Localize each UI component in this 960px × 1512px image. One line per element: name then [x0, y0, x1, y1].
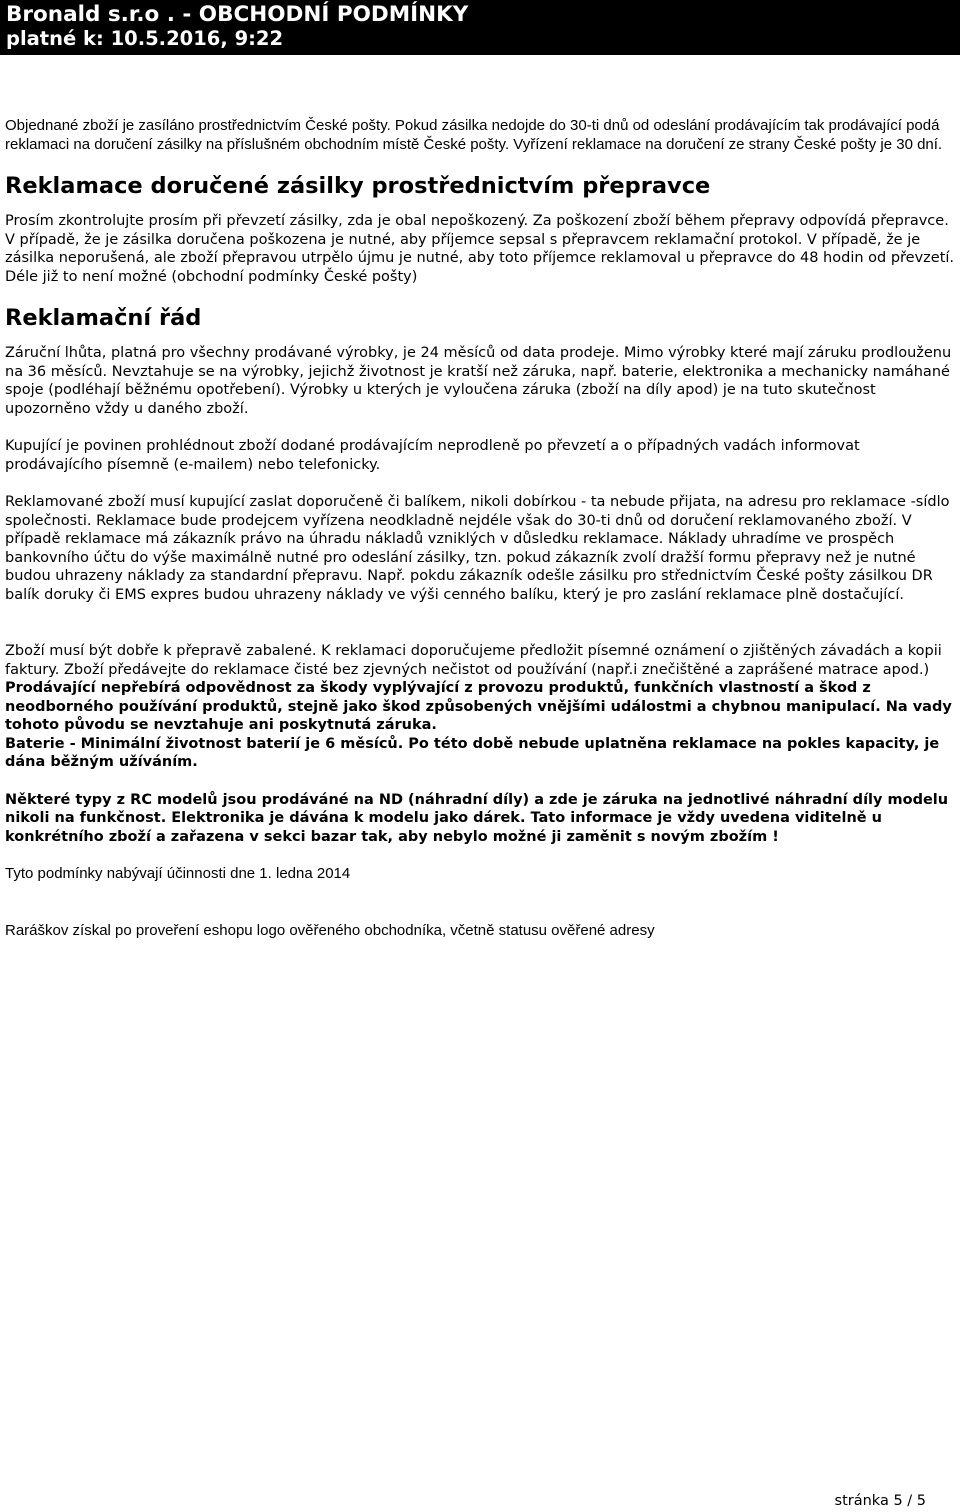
- section-heading-carrier-claims: Reklamace doručené zásilky prostřednictvím přepravce: [5, 173, 711, 199]
- shipping-claims-paragraph: Reklamované zboží musí kupující zaslat doporučeně či balíkem, nikoli dobírkou - ta nebude přijata, na adresu pro reklamace -sídlo společnosti. Reklamace bude prodejcem vyřízena neodkladně nejdéle však do 30-ti dnů od doručení reklamovaného zboží. V případě reklamace má zákazník právo na úhradu nákladů vzniklých v důsledku reklamace. Náklady uhradíme ve prospěch bankovního účtu do výše maximálně nutné pro odeslání zásilky, tzn. pokud zákazník zvolí dražší formu přepravy než je nutné budou uhrazeny náklady za standardní přepravu. Např. pokdu zákazník odešle zásilku pro střednictvím České pošty zásilkou DR balík doruky či EMS expres budou uhrazeny náklady ve výši cenného balíku, který je pro zaslání reklamace plně dostačující.: [5, 494, 950, 603]
- page-number: stránka 5 / 5: [834, 1493, 926, 1509]
- document-content: [5, 117, 955, 940]
- verified-merchant-paragraph: Raráškov získal po proveření eshopu logo ověřeného obchodníka, včetně statusu ověřené adresy: [5, 921, 655, 939]
- header-title: Bronald s.r.o . - OBCHODNÍ PODMÍNKY: [6, 2, 469, 27]
- document-header: [0, 0, 960, 55]
- inspection-paragraph: Kupující je povinen prohlédnout zboží dodané prodávajícím neprodleně po převzetí a o případných vadách informovat prodávajícího písemně (e-mailem) nebo telefonicky.: [5, 438, 860, 473]
- header-date: platné k: 10.5.2016, 9:22: [6, 27, 284, 50]
- carrier-claims-paragraph: Prosím zkontrolujte prosím při převzetí zásilky, zda je obal nepoškozený. Za poškození zboží během přepravy odpovídá přepravce. V případě, že je zásilka doručena poškozena je nutné, aby příjemce sepsal s přepravcem reklamační protokol. V případě, že je zásilka neporušená, ale zboží přepravou utrpělo újmu je nutné, aby toto příjemce reklamoval u přepravce do 48 hodin od převzetí. Déle již to není možné (obchodní podmínky České pošty): [5, 213, 955, 285]
- effective-date-paragraph: Tyto podmínky nabývají účinnosti dne 1. ledna 2014: [5, 865, 351, 882]
- liability-disclaimer: Prodávající nepřebírá odpovědnost za škody vyplývající z provozu produktů, funkčních vlastností a škod z neodborného používání produktů, stejně jako škod způsobených vnějšími událostmi a chybnou manipulací. Na vady tohoto původu se nevztahuje ani poskytnutá záruka.: [5, 680, 952, 733]
- warranty-period-paragraph: Záruční lhůta, platná pro všechny prodávané výrobky, je 24 měsíců od data prodeje. Mimo výrobky které mají záruku prodlouženu na 36 měsíců. Nevztahuje se na výrobky, jejichž životnost je kratší než záruka, např. baterie, elektronika a mechanicky namáhané spoje (podléhají běžnému opotřebení). Výrobky u kterých je vyloučena záruka (zboží na díly apod) je na tuto skutečnost upozorněno vždy u daného zboží.: [5, 345, 952, 417]
- packaging-liability-paragraph: [5, 642, 955, 735]
- packaging-text: Zboží musí být dobře k přepravě zabalené. K reklamaci doporučujeme předložit písemné oznámení o zjištěných závadách a kopii faktury. Zboží předávejte do reklamace čisté bez zjevných nečistot od používání (např.i znečištěné a zaprášené matrace apod.): [5, 643, 942, 678]
- battery-notice: Baterie - Minimální životnost baterií je 6 měsíců. Po této době nebude uplatněna reklamace na pokles kapacity, je dána běžným užíváním.: [5, 735, 940, 770]
- section-heading-claims-policy: Reklamační řád: [5, 305, 202, 331]
- intro-paragraph: Objednané zboží je zasíláno prostřednictvím České pošty. Pokud zásilka nedojde do 30-ti dnů od odeslání prodávajícím tak prodávající podá reklamaci na doručení zásilky na příslušném obchodním místě České pošty. Vyřízení reklamace na doručení ze strany České pošty je 30 dní.: [5, 117, 943, 153]
- rc-models-notice: Některé typy z RC modelů jsou prodáváné na ND (náhradní díly) a zde je záruka na jednotlivé náhradní díly modelu nikoli na funkčnost. Elektronika je dávána k modelu jako dárek. Tato informace je vždy uvedena viditelně u konkrétního zboží a zařazena v sekci bazar tak, aby nebylo možné ji zaměnit s novým zbožím !: [5, 791, 949, 845]
